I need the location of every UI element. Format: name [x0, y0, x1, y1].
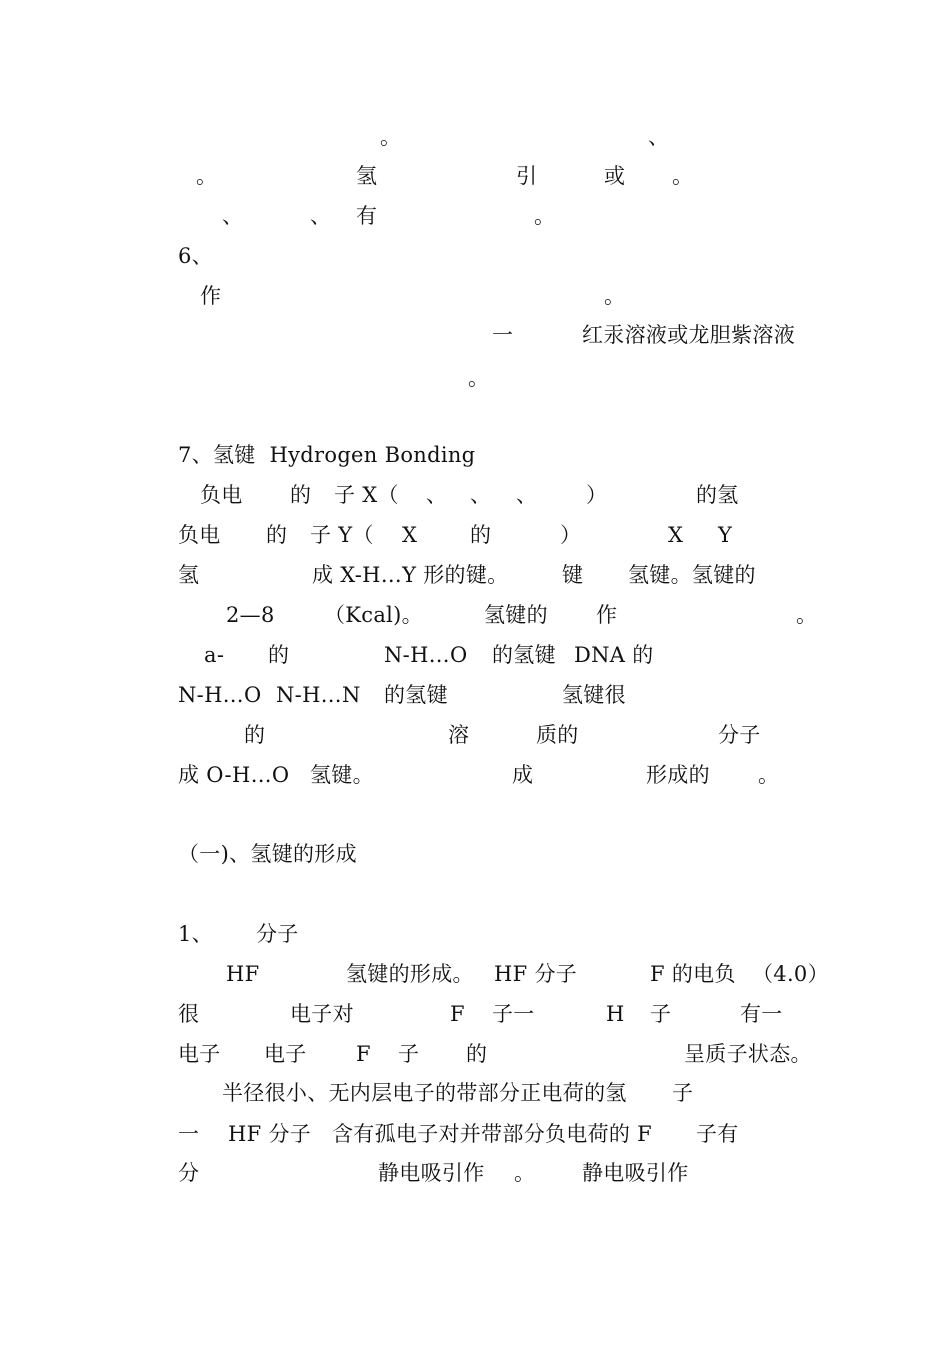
text-fragment: N-H…N	[276, 683, 361, 707]
text-fragment: N-H…O	[178, 683, 262, 707]
text-fragment: 半径很小、无内层电子的带部分正电荷的氢	[222, 1081, 627, 1105]
text-fragment: N-H…O	[384, 643, 468, 667]
text-fragment: HF	[226, 962, 260, 986]
text-fragment: 子有	[696, 1122, 739, 1146]
text-fragment: 负电	[178, 523, 221, 547]
item-number: 1、	[178, 922, 213, 946]
text-fragment: HF 分子	[494, 962, 578, 986]
text-fragment: 有	[356, 204, 378, 228]
text-fragment: X	[402, 523, 418, 547]
text-fragment: 氢键。	[310, 763, 374, 787]
text-fragment: a-	[204, 643, 225, 667]
text-fragment: 的	[466, 1042, 488, 1066]
text-fragment: 含有孤电子对并带部分负电荷的 F	[332, 1122, 653, 1146]
text-fragment: 。	[604, 284, 626, 308]
text-fragment: 负电	[200, 483, 243, 507]
text-fragment: Y	[718, 523, 733, 547]
text-fragment: 很	[178, 1002, 200, 1026]
text-fragment: 的	[266, 523, 288, 547]
text-fragment: 一	[492, 323, 514, 347]
text-fragment: 键	[562, 563, 584, 587]
text-fragment: 、	[648, 125, 670, 149]
text-fragment: 或	[604, 164, 626, 188]
text-fragment: 呈质子状态。	[684, 1042, 812, 1066]
text-fragment: 质的	[536, 723, 579, 747]
text-fragment: 分子	[718, 723, 761, 747]
text-fragment: 子 Y（	[310, 523, 374, 547]
text-fragment: 的	[268, 643, 290, 667]
text-fragment: 的	[290, 483, 312, 507]
text-fragment: （Kcal)。	[324, 603, 423, 627]
text-fragment: 子一	[492, 1002, 535, 1026]
section-number: 6、	[178, 244, 213, 268]
text-fragment: 分	[178, 1161, 200, 1185]
text-fragment: 。	[672, 164, 694, 188]
text-fragment: F	[450, 1002, 465, 1026]
section-heading: 7、氢键 Hydrogen Bonding	[178, 443, 476, 467]
text-fragment: 作	[596, 603, 618, 627]
text-fragment: 成	[512, 763, 534, 787]
text-fragment: 。	[468, 366, 490, 390]
text-fragment: 形成的	[646, 763, 710, 787]
text-fragment: 。	[514, 1161, 536, 1185]
text-fragment: 氢键的	[484, 603, 548, 627]
text-fragment: 。	[196, 164, 218, 188]
text-fragment: 电子	[264, 1042, 307, 1066]
text-fragment: 有一	[740, 1002, 783, 1026]
text-fragment: 分子	[256, 922, 299, 946]
text-fragment: 氢	[178, 563, 200, 587]
text-fragment: 氢	[356, 164, 378, 188]
text-fragment: 氢键很	[562, 683, 626, 707]
text-fragment: F 的电负	[650, 962, 736, 986]
text-fragment: 溶	[448, 723, 470, 747]
text-fragment: 、	[310, 204, 332, 228]
text-fragment: 静电吸引作	[582, 1161, 689, 1185]
text-fragment: 、	[516, 483, 538, 507]
text-fragment: 的氢	[696, 483, 739, 507]
text-fragment: 。	[534, 204, 556, 228]
text-fragment: 氢键。氢键的	[628, 563, 756, 587]
text-fragment: 的氢键	[492, 643, 556, 667]
text-fragment: 子	[672, 1081, 694, 1105]
text-fragment: 的氢键	[384, 683, 448, 707]
text-fragment: X	[668, 523, 684, 547]
subsection-heading: （一)、氢键的形成	[178, 842, 357, 866]
text-fragment: 。	[796, 603, 818, 627]
text-fragment: F	[356, 1042, 371, 1066]
text-fragment: 一	[178, 1122, 200, 1146]
text-fragment: 子	[650, 1002, 672, 1026]
text-fragment: 2—8	[226, 603, 275, 627]
text-fragment: ）	[560, 523, 582, 547]
text-fragment: 成 O-H…O	[178, 763, 290, 787]
text-fragment: 子	[398, 1042, 420, 1066]
text-fragment: 的	[244, 723, 266, 747]
text-fragment: （4.0）	[752, 962, 829, 986]
text-fragment: 静电吸引作	[378, 1161, 485, 1185]
text-fragment: 红汞溶液或龙胆紫溶液	[582, 323, 795, 347]
text-fragment: 电子	[178, 1042, 221, 1066]
text-fragment: HF 分子	[228, 1122, 312, 1146]
text-fragment: 作	[200, 284, 222, 308]
text-fragment: 子 X（	[334, 483, 399, 507]
text-fragment: ）	[586, 483, 608, 507]
text-fragment: 、	[426, 483, 448, 507]
text-fragment: H	[606, 1002, 625, 1026]
text-fragment: 的	[470, 523, 492, 547]
text-fragment: 成 X-H…Y 形的键。	[312, 563, 509, 587]
text-fragment: 。	[758, 763, 780, 787]
text-fragment: 、	[470, 483, 492, 507]
text-fragment: 电子对	[290, 1002, 354, 1026]
text-fragment: 引	[516, 164, 538, 188]
text-fragment: DNA 的	[574, 643, 654, 667]
text-fragment: 氢键的形成。	[346, 962, 474, 986]
text-fragment: 。	[380, 125, 402, 149]
text-fragment: 、	[222, 204, 244, 228]
